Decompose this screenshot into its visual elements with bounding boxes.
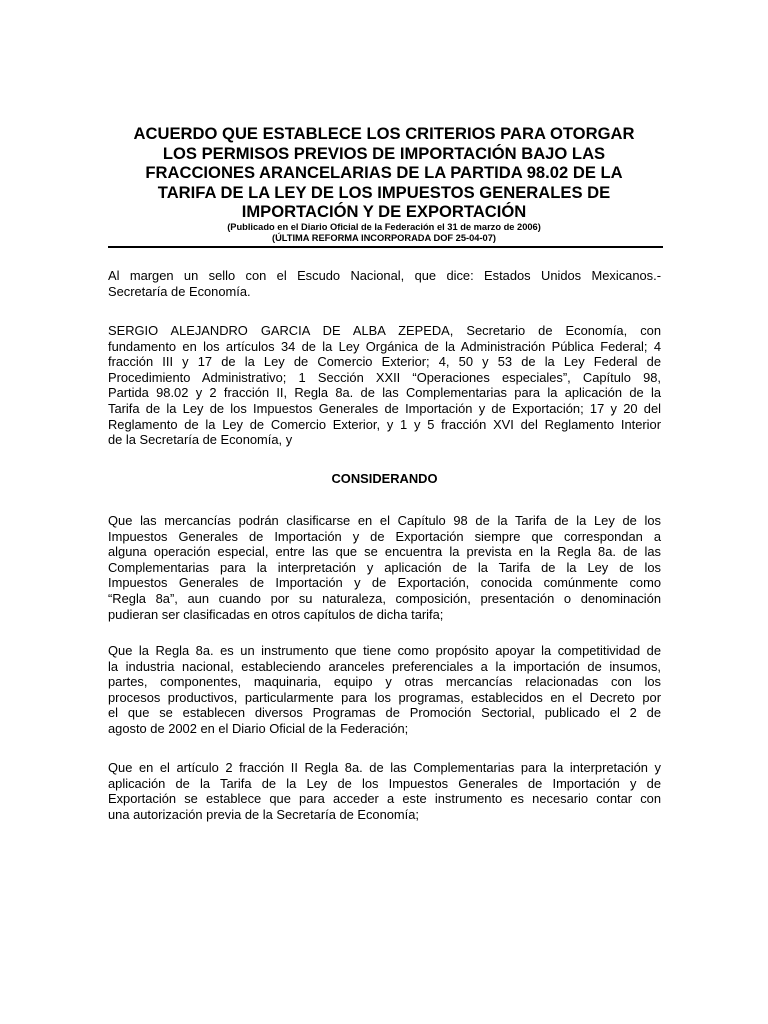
considerando-heading: CONSIDERANDO (331, 471, 438, 486)
text-line: procesos productivos, particularmente para los programas, establecidos en el Decreto por (108, 689, 661, 705)
title-line: LOS PERMISOS PREVIOS DE IMPORTACIÓN BAJO LAS (162, 143, 606, 163)
publication-note: (Publicado en el Diario Oficial de la Federación el 31 de marzo de 2006) (227, 221, 541, 232)
reform-note: (ÚLTIMA REFORMA INCORPORADA DOF 25-04-07) (272, 232, 496, 243)
title-line: FRACCIONES ARANCELARIAS DE LA PARTIDA 98.02 DE LA (145, 163, 623, 182)
text-line: de la Secretaría de Economía, y (108, 432, 293, 448)
text-line: una autorización previa de la Secretaría de Economía; (108, 806, 419, 822)
text-line: Impuestos Generales de Importación y de Exportación siempre que correspondan a (108, 528, 661, 544)
text-line: Que la Regla 8a. es un instrumento que tiene como propósito apoyar la competitividad de (108, 643, 661, 658)
text-line: Reglamento de la Ley de Comercio Exterior, y 1 y 5 fracción XVI del Reglamento Interior (108, 416, 661, 432)
title-line: IMPORTACIÓN Y DE EXPORTACIÓN (241, 202, 527, 221)
text-line: Impuestos Generales de Importación y de Exportación, conocida comúnmente como (108, 575, 661, 591)
text-line: Tarifa de la Ley de los Impuestos Generales de Importación y de Exportación; 17 y 20 del (108, 400, 661, 416)
title-line: TARIFA DE LA LEY DE LOS IMPUESTOS GENERALES DE (157, 182, 611, 202)
text-line: alguna operación especial, entre las que se encuentra la prevista en la Regla 8a. de las (108, 544, 661, 560)
paragraph-considerando-2 (108, 643, 661, 737)
text-line: Complementarias para la interpretación y aplicación de la Tarifa de la Ley de los (108, 559, 661, 575)
text-line: aplicación de la Tarifa de la Ley de los Impuestos Generales de Importación y de (108, 775, 661, 791)
paragraph-considerando-3 (108, 760, 661, 822)
text-line: Que las mercancías podrán clasificarse en el Capítulo 98 de la Tarifa de la Ley de los (108, 513, 661, 528)
text-line: la industria nacional, estableciendo aranceles preferenciales a la importación de insumos, (108, 658, 661, 674)
text-line: fracción III y 17 de la Ley de Comercio Exterior; 4, 50 y 53 de la Ley Federal de (108, 354, 661, 370)
document-header (108, 124, 660, 244)
text-line: el que se establecen diversos Programas de Promoción Sectorial, publicado el 2 de (108, 705, 661, 721)
text-line: partes, componentes, maquinaria, equipo y otras mercancías relacionadas con los (108, 674, 661, 690)
text-line: “Regla 8a”, aun cuando por su naturaleza, composición, presentación o denominación (108, 590, 661, 606)
text-line: Partida 98.02 y 2 fracción II, Regla 8a. de las Complementarias para la aplicación de la (108, 385, 661, 401)
text-line: pudieran ser clasificadas en otros capítulos de dicha tarifa; (108, 606, 444, 622)
paragraph-signatory (108, 323, 661, 448)
header-divider (108, 246, 663, 248)
text-line: Al margen un sello con el Escudo Nacional, que dice: Estados Unidos Mexicanos.- (108, 268, 661, 283)
paragraph-considerando-1 (108, 513, 661, 622)
text-line: agosto de 2002 en el Diario Oficial de la Federación; (108, 720, 409, 736)
text-line: Secretaría de Economía. (108, 283, 251, 299)
text-line: Exportación se establece que para acceder a este instrumento es necesario contar con (108, 791, 661, 807)
text-line: fundamento en los artículos 34 de la Ley Orgánica de la Administración Pública Federal; 4 (108, 338, 661, 354)
title-line: ACUERDO QUE ESTABLECE LOS CRITERIOS PARA OTORGAR (133, 124, 635, 143)
text-line: Que en el artículo 2 fracción II Regla 8a. de las Complementarias para la interpretación y (108, 760, 661, 775)
text-line: SERGIO ALEJANDRO GARCIA DE ALBA ZEPEDA, Secretario de Economía, con (108, 323, 661, 338)
paragraph-seal (108, 268, 661, 299)
text-line: Procedimiento Administrativo; 1 Sección XXII “Operaciones especiales”, Capítulo 98, (108, 369, 661, 385)
